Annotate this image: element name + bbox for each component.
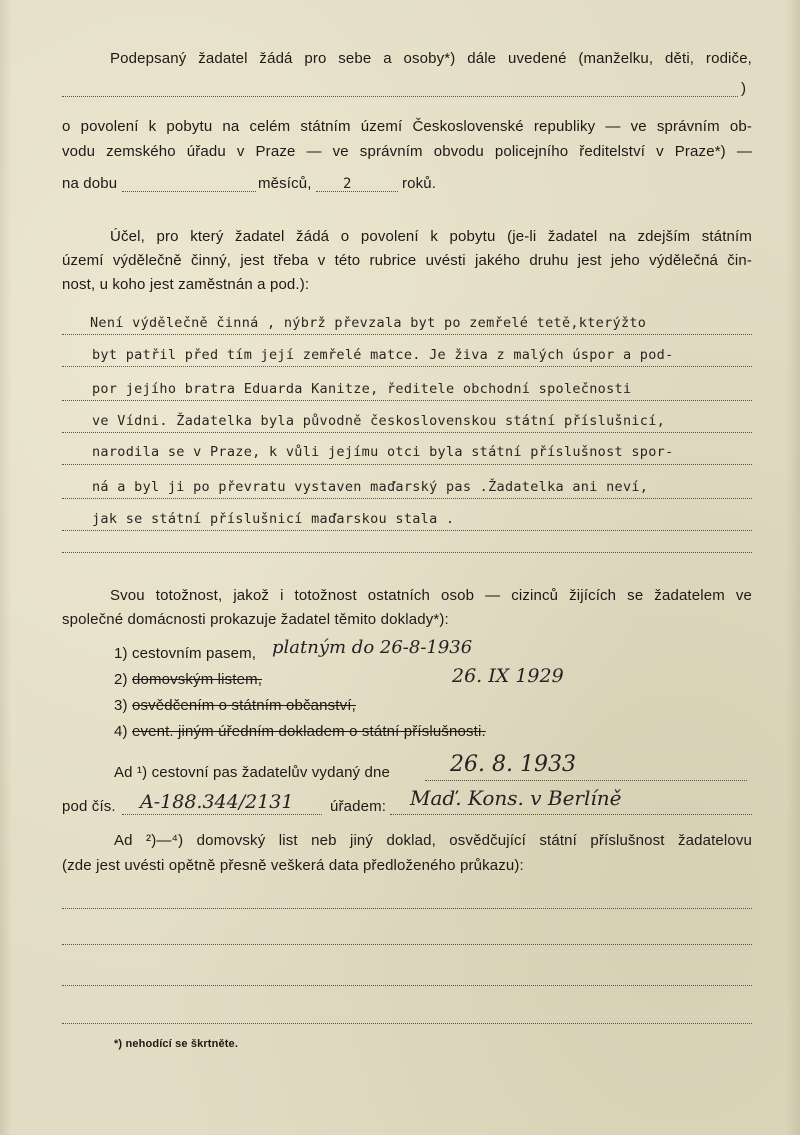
- doc-item-1: [114, 645, 256, 662]
- passport-date-fill-line: [425, 780, 747, 781]
- passport-date-handwritten: 26. 8. 1933: [450, 752, 576, 777]
- closing-paren: ): [741, 80, 747, 97]
- fill-line: [62, 334, 752, 335]
- doc-item-number: 1): [114, 645, 128, 662]
- typed-line: byt patřil před tím její zemřelé matce. Je živa z malých úspor a pod-: [92, 347, 674, 363]
- years-label: roků.: [402, 175, 437, 192]
- doc-item-label: cestovním pasem,: [131, 645, 257, 662]
- purpose-line-1: Účel, pro který žadatel žádá o povolení k pobytu (je-li žadatel na zdejším státním: [110, 228, 752, 245]
- purpose-line-3: nost, u koho jest zaměstnán a pod.):: [62, 276, 310, 293]
- home-cert-date-handwritten: 26. IX 1929: [452, 665, 564, 687]
- fill-line: [62, 1023, 752, 1024]
- fill-line: [62, 530, 752, 531]
- fill-line: [62, 400, 752, 401]
- doc-item-number: 2): [114, 671, 128, 688]
- passport-number-fill-line: [122, 814, 322, 815]
- typed-line: Není výdělečně činná , nýbrž převzala byt po zemřelé tetě,kterýžto: [90, 315, 647, 331]
- identity-line-1: Svou totožnost, jakož i totožnost ostatních osob — cizinců žijících se žadatelem ve: [110, 587, 752, 604]
- doc-item-number: 3): [114, 697, 128, 714]
- intro-line-1: Podepsaný žadatel žádá pro sebe a osoby*) dále uvedené (manželku, děti, rodiče,: [110, 50, 752, 67]
- fill-line: [62, 366, 752, 367]
- doc-item-2: [114, 671, 262, 688]
- passport-validity-handwritten: platným do 26-8-1936: [272, 637, 473, 658]
- doc-item-label: event. jiným úředním dokladem o státní příslušnosti.: [131, 723, 486, 740]
- fill-line: [62, 908, 752, 909]
- fill-line: [62, 96, 738, 97]
- typed-line: por jejího bratra Eduarda Kanitze, ředitele obchodní společnosti: [92, 381, 632, 397]
- months-fill-line: [122, 191, 256, 192]
- passport-number-label: pod čís.: [62, 798, 116, 815]
- months-label: měsíců,: [258, 175, 312, 192]
- doc-item-number: 4): [114, 723, 128, 740]
- ad-2-4-line-1: Ad ²)—⁴) domovský list neb jiný doklad, osvědčující státní příslušnost žadatelovu: [114, 832, 752, 849]
- footnote: *) nehodící se škrtněte.: [114, 1038, 239, 1050]
- fill-line: [62, 498, 752, 499]
- ad-2-4-line-2: (zde jest uvésti opětně přesně veškerá data předloženého průkazu):: [62, 857, 524, 874]
- typed-line: narodila se v Praze, k vůli jejímu otci byla státní příslušnost spor-: [92, 444, 674, 460]
- doc-item-4: [114, 723, 486, 740]
- fill-line: [62, 432, 752, 433]
- duration-prefix: na dobu: [62, 175, 118, 192]
- typed-line: ve Vídni. Žadatelka byla původně československou státní příslušnicí,: [92, 413, 666, 429]
- passport-prefix: Ad ¹) cestovní pas žadatelův vydaný dne: [114, 764, 391, 781]
- typed-line: jak se státní příslušnicí maďarskou stala .: [92, 511, 455, 527]
- fill-line: [62, 552, 752, 553]
- intro-line-3: vodu zemského úřadu v Praze — ve správním obvodu policejního ředitelství v Praze*) —: [62, 143, 752, 160]
- fill-line: [62, 985, 752, 986]
- years-value: 2: [343, 176, 352, 192]
- purpose-line-2: území výdělečně činný, jest třeba v této rubrice uvésti jakého druhu jest jeho výdělečná čin-: [62, 252, 752, 269]
- doc-item-3: [114, 697, 356, 714]
- passport-office-fill-line: [390, 814, 752, 815]
- intro-line-2: o povolení k pobytu na celém státním území Československé republiky — ve správním ob-: [62, 118, 752, 135]
- doc-item-label: osvědčením o státním občanství,: [131, 697, 356, 714]
- fill-line: [62, 944, 752, 945]
- years-fill-line: [316, 191, 398, 192]
- passport-number-handwritten: A-188.344/2131: [140, 791, 294, 813]
- fill-line: [62, 464, 752, 465]
- passport-office-label: úřadem:: [330, 798, 387, 815]
- doc-item-label: domovským listem,: [131, 671, 263, 688]
- typed-line: ná a byl ji po převratu vystaven maďarský pas .Žadatelka ani neví,: [92, 479, 649, 495]
- identity-line-2: společné domácnosti prokazuje žadatel těmito doklady*):: [62, 611, 449, 628]
- passport-office-handwritten: Maď. Kons. v Berlíně: [410, 786, 622, 810]
